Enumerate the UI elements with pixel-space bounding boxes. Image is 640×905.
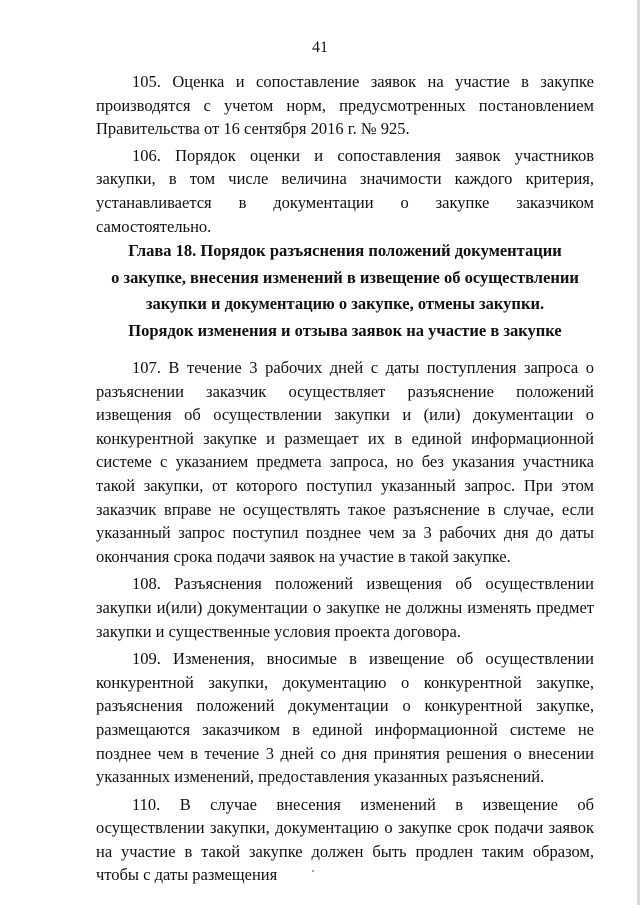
page-number: 41: [312, 39, 328, 56]
chapter-heading-line: о закупке, внесения изменений в извещение об осуществлении: [111, 267, 579, 287]
section-bottom: [96, 356, 594, 887]
paragraph-106: 106. Порядок оценки и сопоставления заявок участников закупки, в том числе величина значимости каждого критерия, устанавливается в документации о закупке заказчиком самостоятельно.: [96, 145, 594, 236]
paragraph-108: 108. Разъяснения положений извещения об осуществлении закупки и(или) документации о закупке не должны изменять предмет закупки и существенные условия проекта договора.: [96, 574, 594, 641]
scan-speck: [312, 870, 314, 872]
paragraph-110: 110. В случае внесения изменений в извещение об осуществлении закупки, документацию о закупке срок подачи заявок на участие в такой закупке должен быть продлен таким образом, чтобы с даты размещения: [96, 794, 594, 885]
chapter-heading-line: Порядок изменения и отзыва заявок на участие в закупке: [128, 320, 562, 340]
chapter-heading: [80, 238, 610, 344]
section-top: [96, 70, 594, 238]
chapter-heading-line: Глава 18. Порядок разъяснения положений документации: [128, 241, 562, 260]
paragraph-105: 105. Оценка и сопоставление заявок на участие в закупке производятся с учетом норм, предусмотренных постановлением Правительства от 16 сентября 2016 г. № 925.: [96, 72, 594, 139]
chapter-heading-line: закупки и документацию о закупке, отмены закупки.: [145, 294, 545, 313]
paragraph-109: 109. Изменения, вносимые в извещение об осуществлении конкурентной закупки, документацию о конкурентной закупке, разъяснения положений документации о конкурентной закупке, размещаются заказчиком в единой информационной системе не позднее чем в течение 3 дней со дня принятия решения о внесении указанных изменений, предоставления указанных разъяснений.: [96, 649, 594, 787]
paragraph-107: 107. В течение 3 рабочих дней с даты поступления запроса о разъяснении заказчик осуществляет разъяснение положений извещения об осуществлении закупки и (или) документации о конкурентной закупке и размещает их в единой информационной системе с указанием предмета запроса, но без указания участника такой закупки, от которого поступил указанный запрос. При этом заказчик вправе не осуществлять такое разъяснение в случае, если указанный запрос поступил позднее чем за 3 рабочих дня до даты окончания срока подачи заявок на участие в такой закупке.: [96, 358, 594, 566]
